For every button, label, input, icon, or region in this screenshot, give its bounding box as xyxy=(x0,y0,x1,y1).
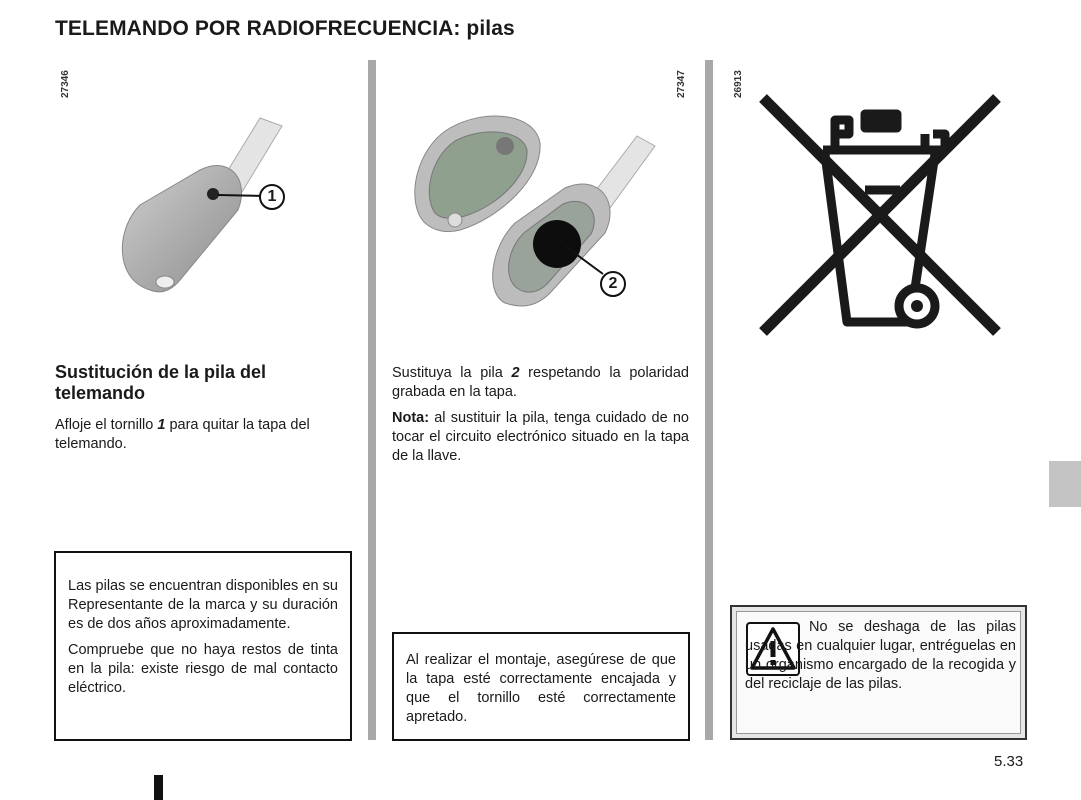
instruction-text-1 xyxy=(55,416,355,454)
crossed-out-bin-icon xyxy=(755,90,1005,340)
page-number: 5.33 xyxy=(994,753,1024,770)
ref-1: 1 xyxy=(157,417,166,433)
info-box-assembly xyxy=(392,632,690,741)
instruction-text-1-a: Afloje el tornillo xyxy=(55,417,158,433)
info-box-battery xyxy=(54,551,352,741)
page-title: TELEMANDO POR RADIOFRECUENCIA: pilas xyxy=(55,17,515,40)
instruction-text-2 xyxy=(392,364,689,402)
callout-2: 2 xyxy=(600,271,626,297)
note-label: Nota: xyxy=(392,410,430,426)
callout-1: 1 xyxy=(259,184,285,210)
warning-box-disposal xyxy=(730,605,1027,740)
figure-code-3: 26913 xyxy=(733,70,744,98)
column-divider-right xyxy=(705,60,713,740)
instruction-text-2-a: Sustituya la pila xyxy=(392,365,512,381)
section-heading: Sustitución de la pila del telemando xyxy=(55,362,267,403)
note-text xyxy=(392,409,689,466)
info-box-battery-p1: Las pilas se encuentran disponibles en su Representante de la marca y su duración es de dos años aproximadamente. xyxy=(68,578,338,632)
warning-box-inner xyxy=(736,611,1021,734)
page-marker xyxy=(154,775,163,800)
info-box-assembly-text: Al realizar el montaje, asegúrese de que la tapa esté correctamente encajada y que el tornillo esté correctamente apretado. xyxy=(406,652,676,725)
column-divider-left xyxy=(368,60,376,740)
section-tab xyxy=(1049,461,1081,507)
warning-text: No se deshaga de las pilas usadas en cualquier lugar, entréguelas en un organismo encargado de la recogida y del reciclaje de las pilas. xyxy=(745,619,1016,692)
note-body: al sustituir la pila, tenga cuidado de no tocar el circuito electrónico situado en la tapa de la llave. xyxy=(392,410,689,464)
figure-code-1: 27346 xyxy=(60,70,71,98)
opened-key-fob-illustration xyxy=(405,108,665,318)
instruction-text-1-b: para quitar la tapa del telemando. xyxy=(55,417,310,452)
ref-2: 2 xyxy=(511,365,520,381)
instruction-text-2-b: respetando la polaridad grabada en la tapa. xyxy=(392,365,689,400)
figure-code-2: 27347 xyxy=(676,70,687,98)
info-box-battery-p2: Compruebe que no haya restos de tinta en la pila: existe riesgo de mal contacto eléctrico. xyxy=(68,642,338,696)
